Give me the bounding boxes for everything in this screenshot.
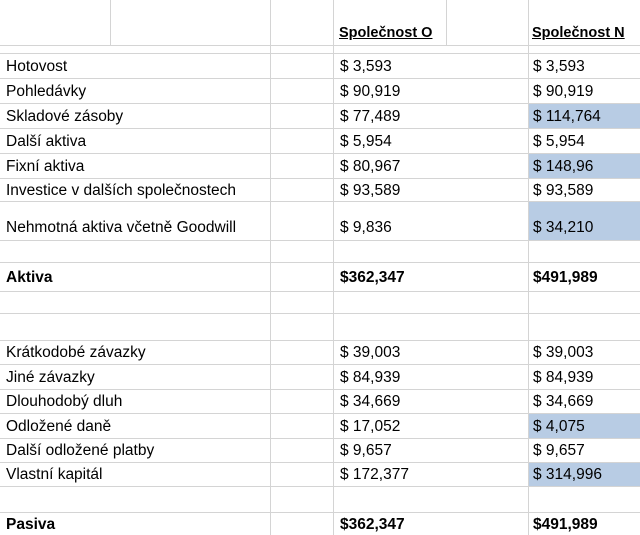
column-gridline [110, 0, 111, 45]
asset-value-n[interactable]: $ 3,593 [533, 58, 585, 75]
asset-value-n[interactable]: $ 114,764 [533, 108, 601, 125]
header-company-o[interactable]: Společnost O [339, 25, 433, 41]
asset-label[interactable]: Skladové zásoby [6, 108, 124, 125]
liability-value-n[interactable]: $ 9,657 [533, 442, 585, 459]
row-gridline [0, 340, 640, 341]
liability-label[interactable]: Dlouhodobý dluh [6, 393, 123, 410]
asset-label[interactable]: Další aktiva [6, 133, 87, 150]
liability-value-n[interactable]: $ 4,075 [533, 418, 585, 435]
liability-value-o[interactable]: $ 172,377 [340, 466, 409, 483]
row-gridline [0, 78, 640, 79]
row-gridline [0, 364, 640, 365]
asset-label[interactable]: Pohledávky [6, 83, 87, 100]
asset-label[interactable]: Nehmotná aktiva včetně Goodwill [6, 219, 237, 236]
asset-label[interactable]: Fixní aktiva [6, 158, 85, 175]
assets-total-label[interactable]: Aktiva [6, 269, 53, 286]
asset-value-n[interactable]: $ 90,919 [533, 83, 594, 100]
liability-label[interactable]: Vlastní kapitál [6, 466, 103, 483]
asset-value-n[interactable]: $ 93,589 [533, 182, 594, 199]
row-gridline [0, 438, 640, 439]
row-gridline [0, 262, 640, 263]
column-gridline [528, 0, 529, 535]
asset-value-o[interactable]: $ 90,919 [340, 83, 401, 100]
asset-value-o[interactable]: $ 77,489 [340, 108, 401, 125]
liabilities-total-label[interactable]: Pasiva [6, 516, 56, 533]
liability-label[interactable]: Jiné závazky [6, 369, 95, 386]
row-gridline [0, 313, 640, 314]
row-gridline [0, 512, 640, 513]
assets-total-o[interactable]: $362,347 [340, 269, 405, 286]
assets-total-n[interactable]: $491,989 [533, 269, 598, 286]
liability-label[interactable]: Odložené daně [6, 418, 112, 435]
column-gridline [446, 0, 447, 45]
row-gridline [0, 486, 640, 487]
row-gridline [0, 128, 640, 129]
liability-value-n[interactable]: $ 314,996 [533, 466, 602, 483]
liabilities-total-n[interactable]: $491,989 [533, 516, 598, 533]
liability-value-n[interactable]: $ 39,003 [533, 344, 594, 361]
asset-value-o[interactable]: $ 9,836 [340, 219, 392, 236]
asset-label[interactable]: Investice v dalších společnostech [6, 182, 237, 199]
row-gridline [0, 389, 640, 390]
liabilities-total-o[interactable]: $362,347 [340, 516, 405, 533]
row-gridline [0, 291, 640, 292]
asset-value-n[interactable]: $ 5,954 [533, 133, 585, 150]
asset-value-o[interactable]: $ 80,967 [340, 158, 401, 175]
asset-value-o[interactable]: $ 93,589 [340, 182, 401, 199]
liability-value-o[interactable]: $ 17,052 [340, 418, 401, 435]
column-gridline [270, 0, 271, 535]
asset-value-o[interactable]: $ 5,954 [340, 133, 392, 150]
liability-value-o[interactable]: $ 34,669 [340, 393, 401, 410]
liability-value-n[interactable]: $ 84,939 [533, 369, 594, 386]
asset-label[interactable]: Hotovost [6, 58, 68, 75]
liability-label[interactable]: Krátkodobé závazky [6, 344, 146, 361]
row-gridline [0, 45, 640, 46]
column-gridline [333, 0, 334, 535]
liability-value-o[interactable]: $ 84,939 [340, 369, 401, 386]
asset-value-n[interactable]: $ 148,96 [533, 158, 594, 175]
row-gridline [0, 178, 640, 179]
row-gridline [0, 53, 640, 54]
asset-value-n[interactable]: $ 34,210 [533, 219, 594, 236]
liability-value-o[interactable]: $ 39,003 [340, 344, 401, 361]
asset-value-o[interactable]: $ 3,593 [340, 58, 392, 75]
liability-value-o[interactable]: $ 9,657 [340, 442, 392, 459]
row-gridline [0, 240, 640, 241]
liability-value-n[interactable]: $ 34,669 [533, 393, 594, 410]
header-company-n[interactable]: Společnost N [532, 25, 625, 41]
liability-label[interactable]: Další odložené platby [6, 442, 155, 459]
